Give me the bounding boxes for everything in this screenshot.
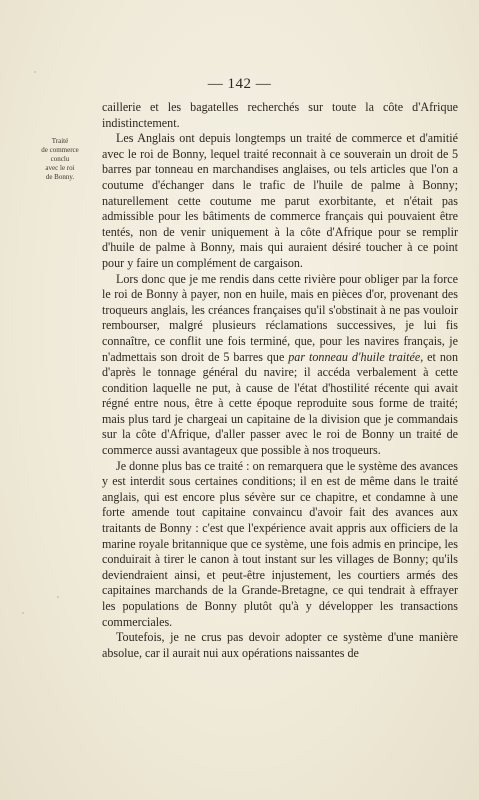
margin-note-line: avec le roi xyxy=(45,164,75,172)
paragraph-text: Je donne plus bas ce traité : on remarquera que le système des avances y est interdit sous certaines conditions; il en est de même dans le traité anglais, qui est encore plus sévère sur ce chapitre, et condamne à une forte amende tout capitaine convaincu d'avoir fait des avances aux traitants de Bonny : c'est que l'expérience avait appris aux officiers de la marine royale britannique que ce système, une fois admis en principe, les conduirait à tirer le canon à tout instant sur les villages de Bonny; qu'ils deviendraient ainsi, et peut-être injustement, les courtiers armés des capitaines marchands de la Grande-Bretagne, ce qui tendrait à effrayer les populations de Bonny plutôt qu'à y développer les transactions commerciales. xyxy=(102,458,458,629)
paragraph-text: , et non d'après le tonnage général du navire; il accéda verbalement à cette condition laquelle ne put, à cause de l'état d'hostilité récente qui avait régné entre nous, être à cette époque reproduite sous forme de traité; mais plus tard je chargeai un capitaine de la division que je commandais sur la côte d'Afrique, d'aller passer avec le roi de Bonny un traité de commerce aussi avantageux que possible à nos troqueurs. xyxy=(102,349,458,458)
paragraph-text: caillerie et les bagatelles recherchés sur toute la côte d'Afrique indistinctement. xyxy=(102,100,458,130)
paper-speck xyxy=(57,596,59,598)
margin-note xyxy=(28,137,92,182)
paragraph xyxy=(102,131,458,271)
paragraph xyxy=(102,459,458,631)
paragraph xyxy=(102,630,458,661)
italic-phrase: par tonneau d'huile traitée xyxy=(288,349,421,364)
paragraph xyxy=(102,100,458,131)
body-text xyxy=(102,100,458,661)
paragraph-text: Toutefois, je ne crus pas devoir adopter ce système d'une manière absolue, car il aurait nui aux opérations naissantes de xyxy=(102,630,458,660)
paragraph-text: Les Anglais ont depuis longtemps un traité de commerce et d'amitié avec le roi de Bonny, lequel traité reconnait à ce souverain un droit de 5 barres par tonneau en marchandises anglaises, ou tels articles que l'on a coutume d'échanger dans le trafic de l'huile de palme à Bonny; naturellement cette coutume me parut exorbitante, et n'était pas admissible pour les bâtiments de commerce français qui pouvaient être tentés, non de venir uniquement à la côte d'Afrique pour se remplir d'huile de palme à Bonny, mais qui auraient désiré toucher à ce point pour y faire un complément de cargaison. xyxy=(102,131,458,270)
paragraph xyxy=(102,272,458,459)
paragraph-text: Lors donc que je me rendis dans cette rivière pour obliger par la force le roi de Bonny à payer, non en huile, mais en pièces d'or, provenant des troqueurs anglais, les créances françaises qu'il s'obstinait à ne pas vouloir rembourser, malgré plusieurs réclamations successives, je lui fis connaître, ce conflit une fois terminé, que, pour les navires français, je n'admettais son droit de 5 barres que xyxy=(102,271,458,364)
margin-note-line: de commerce xyxy=(41,146,79,154)
page-number: — 142 — xyxy=(207,76,272,92)
paper-speck xyxy=(34,71,36,73)
margin-note-line: conclu xyxy=(50,155,70,163)
paper-speck xyxy=(22,612,24,614)
margin-note-line: Traité xyxy=(51,137,69,145)
margin-note-line: de Bonny. xyxy=(45,173,75,181)
